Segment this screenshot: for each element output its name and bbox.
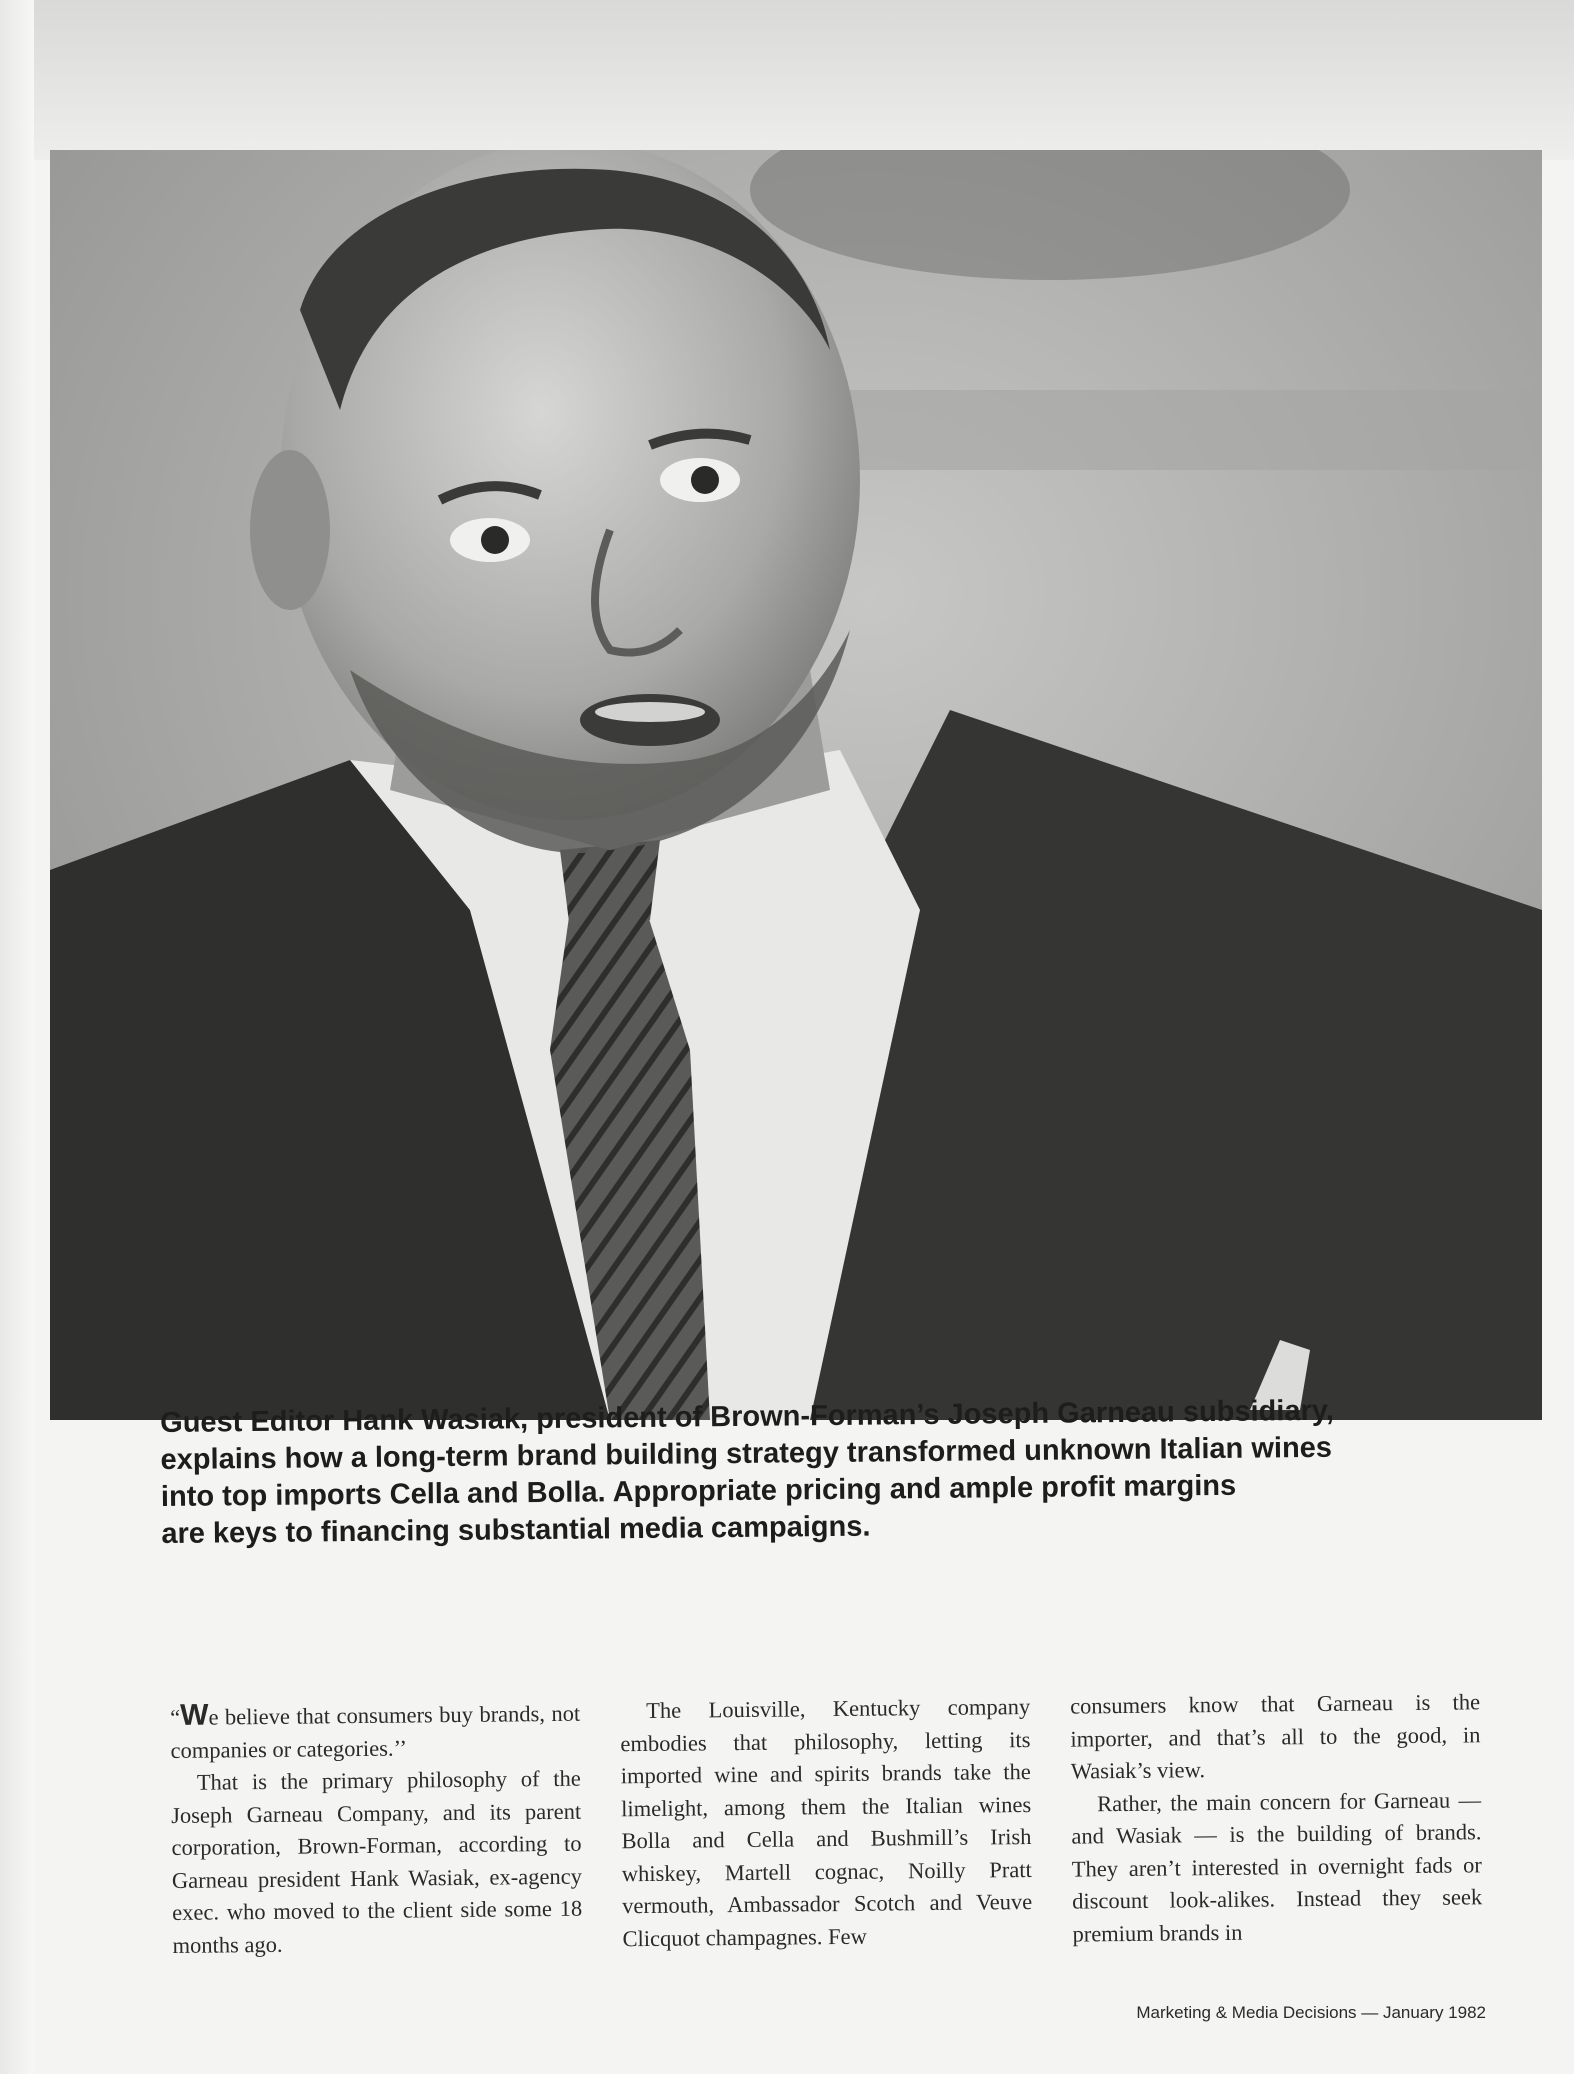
article-column-3 [1070,1686,1483,1980]
opening-quote-mark: “ [170,1704,181,1730]
article-column-2 [620,1691,1033,1985]
drop-cap: W [179,1698,209,1732]
article-paragraph: consumers know that Garneau is the importer, and that’s all to the good, in Wasiak’s view. [1069,1689,1481,1784]
caption-line: are keys to financing substantial media campaigns. [161,1510,871,1550]
scan-left-edge [0,0,34,2074]
portrait-photo [50,150,1542,1420]
caption-line: into top imports Cella and Bolla. Appropriate pricing and ample profit margins [160,1469,1237,1513]
portrait-illustration [50,150,1542,1420]
opening-quote-text: e believe that consumers buy brands, not companies or categories.’’ [170,1700,581,1763]
article-body [170,1686,1493,1990]
scan-top-strip [0,0,1574,160]
article-paragraph: The Louisville, Kentucky company embodies that philosophy, letting its imported wine and spirits brands take the limelight, among them the Italian wines Bolla and Cella and Bushmill’s Irish whiskey, Martell cognac, Noilly Pratt vermouth, Ambassador Scotch and Veuve Clicquot champagnes. Few [620,1693,1033,1951]
photo-caption [160,1391,1451,1553]
page-footer: Marketing & Media Decisions — January 1982 [1136,2003,1486,2022]
caption-line: explains how a long-term brand building strategy transformed unknown Italian wines [160,1431,1333,1476]
article-paragraph: That is the primary philosophy of the Joseph Garneau Company, and its parent corporation, Brown-Forman, according to Garneau president Hank Wasiak, ex-agency exec. who moved to the client side some 18 months ago. [171,1765,583,1958]
article-column-1 [170,1696,583,1990]
opening-quote-paragraph [170,1696,581,1767]
article-paragraph: Rather, the main concern for Garneau — and Wasiak — is the building of brands. They aren’t interested in overnight fads or discount look-alikes. Instead they seek premium brands in [1071,1786,1483,1947]
caption-line: Guest Editor Hank Wasiak, president of Brown-Forman’s Joseph Garneau subsidiary, [160,1394,1334,1439]
